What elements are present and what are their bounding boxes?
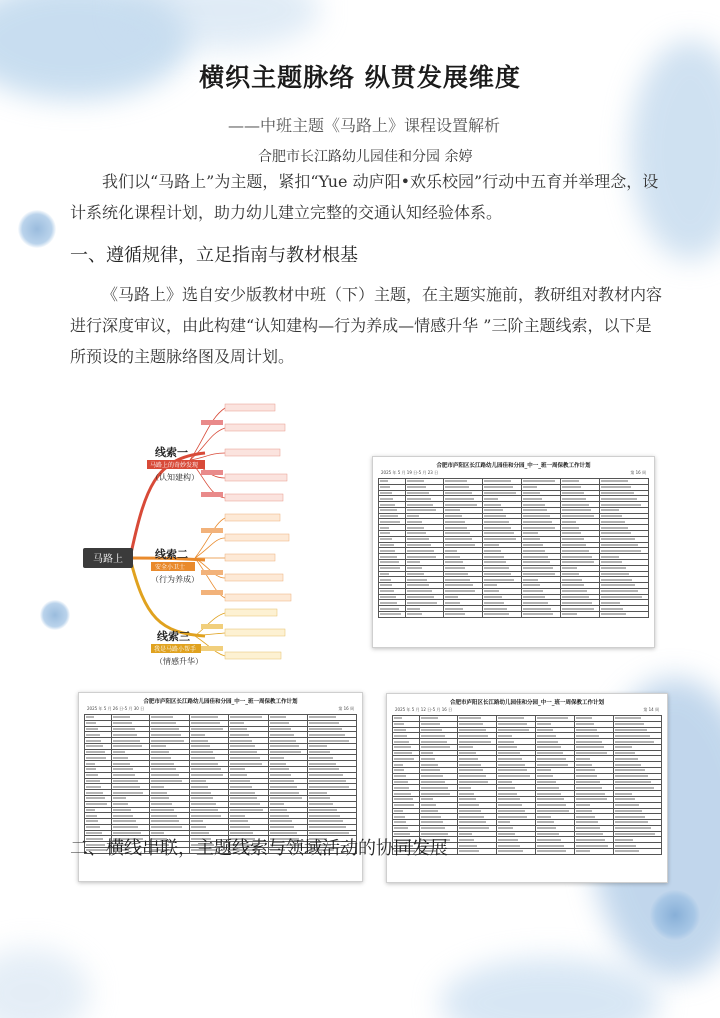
weekly-plan-date: 2025 年 5 月 12 日-5 月 16 日 xyxy=(395,707,453,712)
weekly-plan-week: 第 16 周 xyxy=(338,706,354,711)
branch-2-tag: 安全小卫士 xyxy=(155,564,186,571)
schedule-cell xyxy=(457,848,496,854)
author-line: 合肥市长江路幼儿园佳和分园 余婷 xyxy=(258,149,473,165)
schedule-cell xyxy=(406,611,444,617)
weekly-plan-title: 合肥市庐阳区长江路幼儿园佳和分园_中一_班一周保教工作计划 xyxy=(449,700,604,706)
intro-paragraph: 我们以“马路上”为主题，紧扣“Yue 动庐阳•欢乐校园”行动中五育并举理念，设计系统化课程计划，助力幼儿建立完整的交通认知经验体系。 xyxy=(70,172,659,222)
schedule-cell xyxy=(379,611,406,617)
weekly-plan-date: 2025 年 5 月 19 日-5 月 23 日 xyxy=(381,470,439,475)
section-heading-1: 一、遵循规律，立足指南与教材根基 xyxy=(70,245,358,266)
branch-2-sub: （行为养成） xyxy=(151,575,199,584)
schedule-row xyxy=(379,611,649,617)
schedule-cell xyxy=(482,611,521,617)
weekly-plan-date: 2025 年 5 月 26 日-5 月 30 日 xyxy=(87,706,145,711)
section-1-paragraph: 《马路上》选自安少版教材中班（下）主题，在主题实施前，教研组对教材内容进行深度审议，由此构建“认知建构—行为养成—情感升华 ”三阶主题线索，以下是所预设的主题脉络图及周计划。 xyxy=(70,285,663,366)
page-title: 横织主题脉络 纵贯发展维度 xyxy=(199,63,521,92)
schedule-cell xyxy=(443,611,482,617)
schedule-cell xyxy=(535,848,574,854)
weekly-plan-title: 合肥市庐阳区长江路幼儿园佳和分园_中一_班一周保教工作计划 xyxy=(436,463,591,469)
weekly-plan-week: 第 16 周 xyxy=(630,470,646,475)
branch-1-tag: 马路上的奇妙发现 xyxy=(150,462,199,469)
schedule-cell xyxy=(613,848,661,854)
page-subtitle: ——中班主题《马路上》课程设置解析 xyxy=(228,116,501,135)
weekly-plan-week: 第 14 周 xyxy=(643,707,659,712)
branch-3-tag: 我是马路小帮手 xyxy=(154,646,197,653)
schedule-cell xyxy=(600,611,649,617)
branch-3-title: 线索三 xyxy=(157,630,190,643)
schedule-cell xyxy=(561,611,600,617)
branch-1-sub: （认知建构） xyxy=(151,473,199,482)
weekly-plan-title: 合肥市庐阳区长江路幼儿园佳和分园_中一_班一周保教工作计划 xyxy=(143,699,298,705)
theme-mind-map xyxy=(75,398,375,668)
branch-1-title: 线索一 xyxy=(155,446,188,459)
branch-2-title: 线索二 xyxy=(155,548,188,561)
branch-3-sub: （情感升华） xyxy=(155,657,203,666)
schedule-cell xyxy=(574,848,613,854)
mind-map-root: 马路上 xyxy=(93,554,123,565)
section-heading-2: 二、横线串联，主题线索与领域活动的协同发展 xyxy=(70,838,448,859)
schedule-cell xyxy=(496,848,535,854)
schedule-cell xyxy=(522,611,561,617)
weekly-plan-image-1 xyxy=(372,456,655,648)
